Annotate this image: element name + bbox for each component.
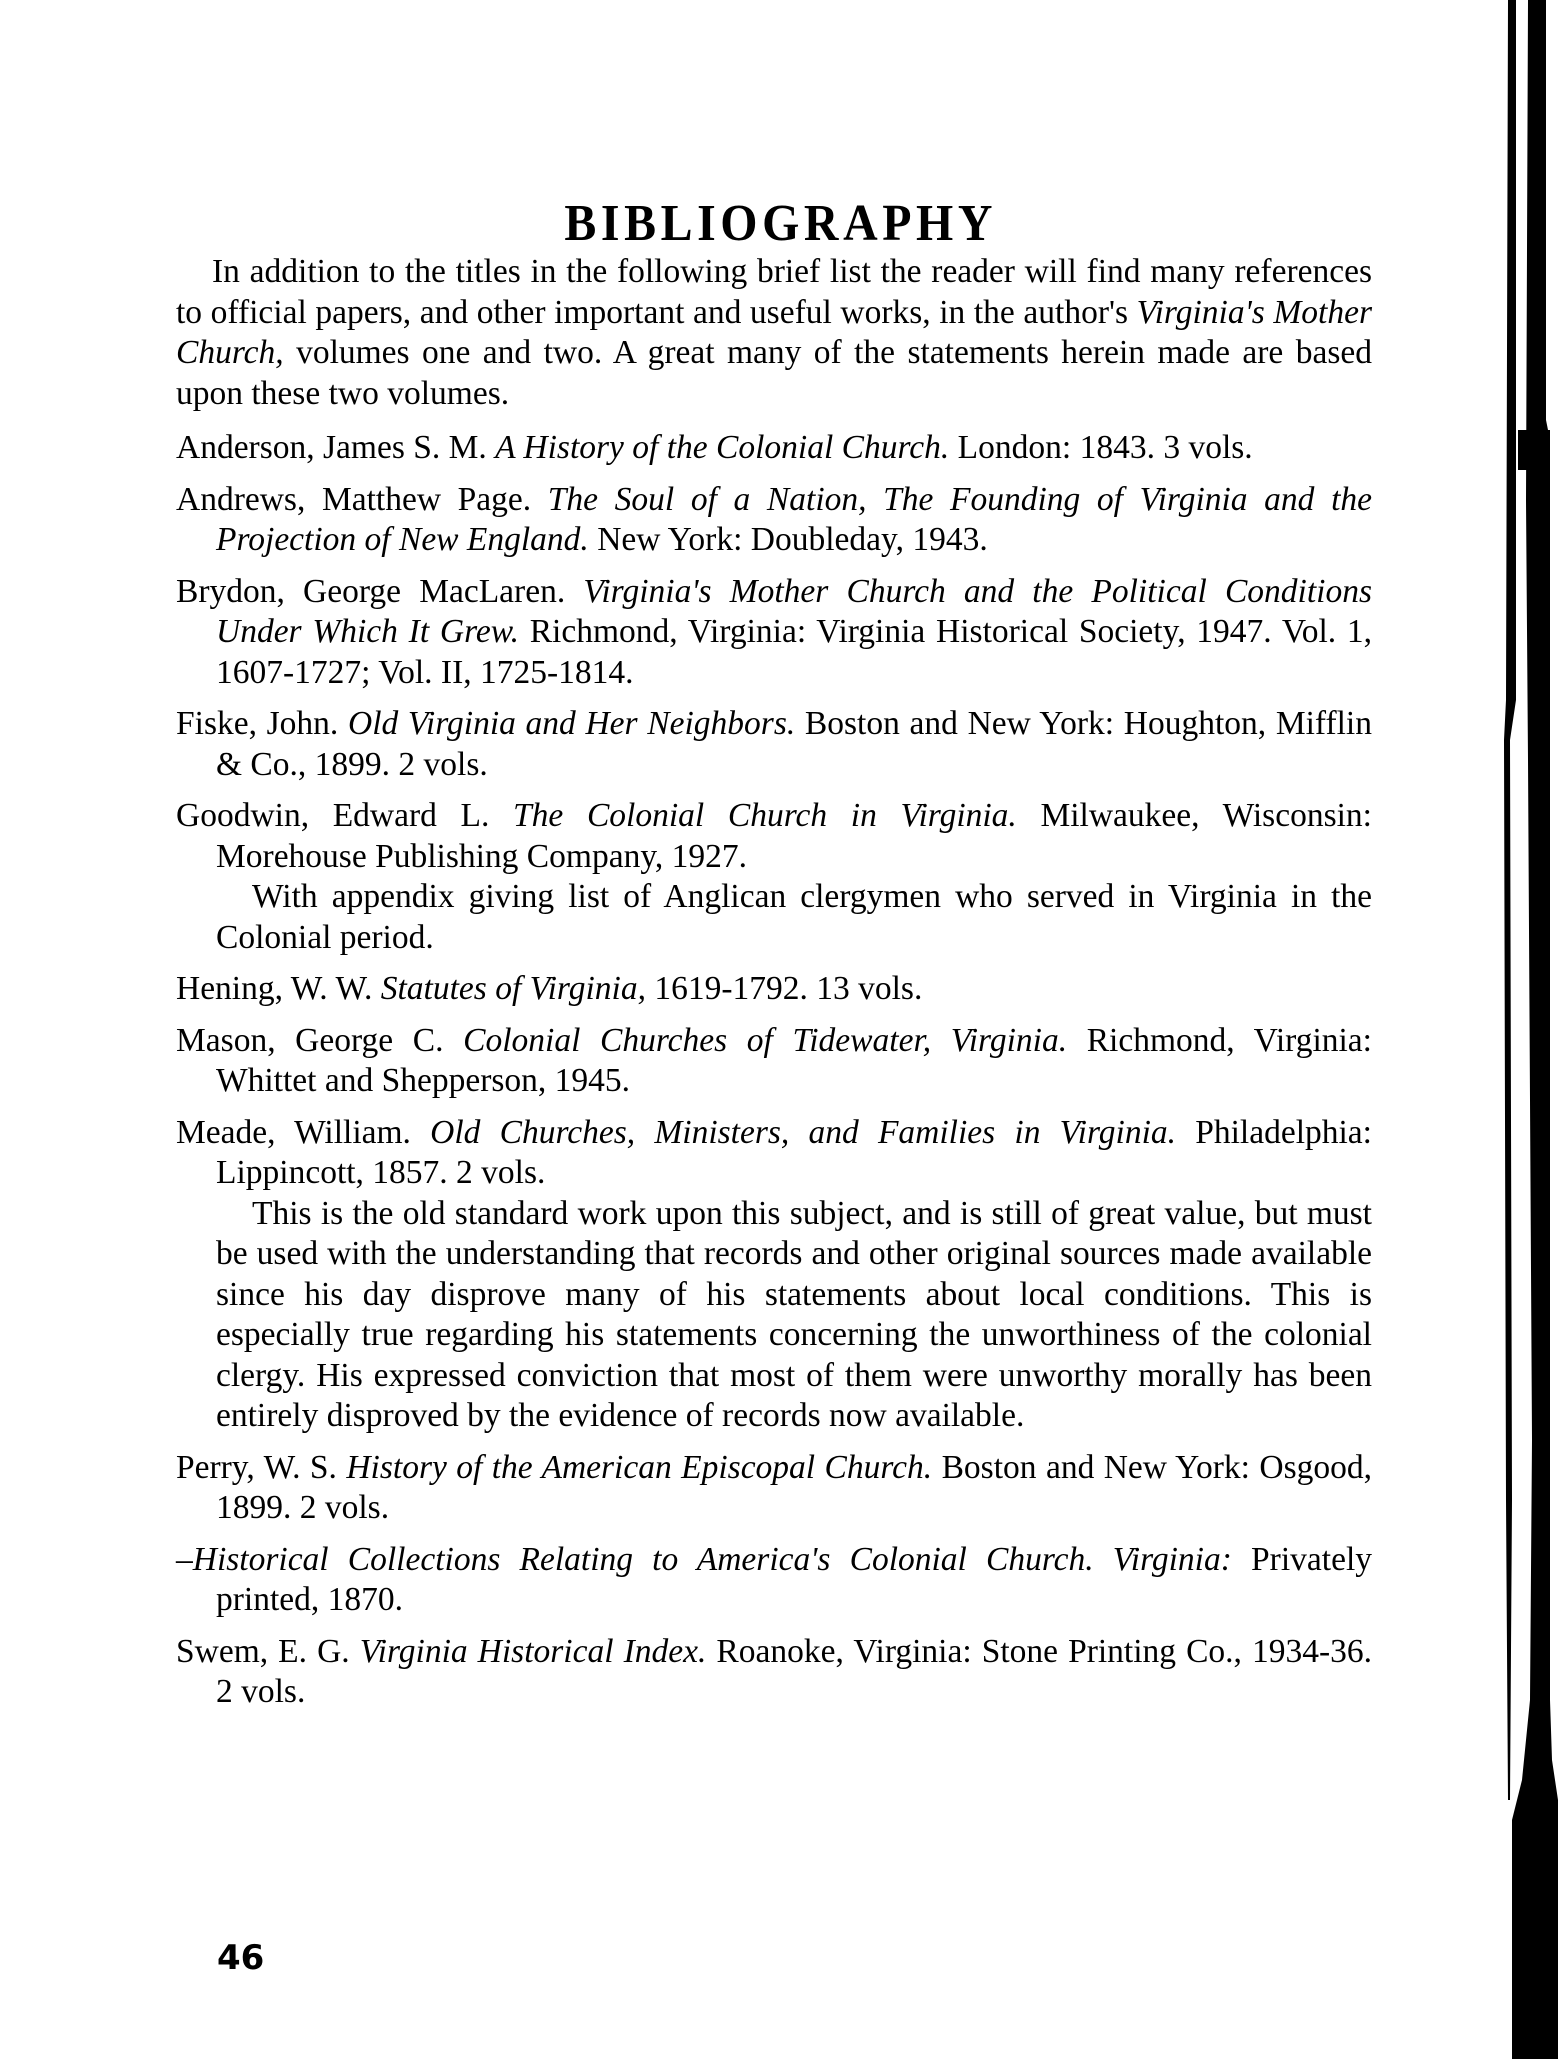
entry-title: Colonial Churches of Tidewater, Virginia.: [463, 1021, 1068, 1059]
entry-title: Virginia's Mother Church and the Political Conditions Under Which It Grew.: [216, 572, 1372, 650]
bibliography-entry: [176, 796, 1372, 958]
intro-text-before: In addition to the titles in the following brief list the reader will find many references to official papers, and other important and useful works, in the author's: [176, 253, 1372, 331]
intro-text-after: volumes one and two. A great many of the statements herein made are based upon these two volumes.: [176, 334, 1372, 412]
entry-title: Old Churches, Ministers, and Families in Virginia.: [430, 1113, 1176, 1151]
bibliography-entry: [176, 480, 1372, 561]
entry-author: Perry, W. S.: [176, 1448, 347, 1486]
bibliography-content: [176, 252, 1372, 1724]
entry-note: This is the old standard work upon this subject, and is still of great value, but must be used with the understanding that records and other original sources made available since his day disprove many of his statements about local conditions. This is especially true regarding his statements concerning the unworthiness of the colonial clergy. His expressed conviction that most of them were unworthy morally has been entirely disproved by the evidence of records now available.: [216, 1194, 1372, 1434]
binding-shadow-inner: [1504, 0, 1516, 1800]
entry-publication: New York: Doubleday, 1943.: [588, 521, 988, 558]
entry-publication: 1619-1792. 13 vols.: [645, 970, 923, 1007]
page-title: BIBLIOGRAPHY: [564, 194, 998, 252]
entry-publication: Milwaukee, Wisconsin: Morehouse Publishing Company, 1927.: [216, 797, 1372, 875]
binding-dark-band: [1518, 430, 1550, 470]
entry-publication: Roanoke, Virginia: Stone Printing Co., 1934-36. 2 vols.: [216, 1632, 1373, 1710]
entry-publication: Richmond, Virginia: Virginia Historical Society, 1947. Vol. 1, 1607-1727; Vol. II, 1725-1814.: [216, 613, 1372, 691]
entry-publication: London: 1843. 3 vols.: [949, 429, 1253, 466]
entry-author: Brydon, George MacLaren.: [176, 572, 584, 610]
entry-publication: Philadelphia: Lippincott, 1857. 2 vols.: [216, 1113, 1372, 1191]
bibliography-entry: [176, 428, 1372, 469]
entry-publication: Privately printed, 1870.: [216, 1540, 1373, 1618]
entry-title: A History of the Colonial Church.: [495, 429, 950, 466]
entry-author: Anderson, James S. M.: [176, 429, 496, 466]
entry-title: Historical Collections Relating to America's Colonial Church. Virginia:: [192, 1540, 1232, 1578]
bibliography-entry: [176, 1632, 1372, 1713]
bibliography-entry: [176, 704, 1372, 785]
intro-paragraph: [176, 252, 1372, 414]
entry-author: Mason, George C.: [176, 1021, 464, 1059]
bibliography-entry: [176, 969, 1372, 1010]
entry-title: Old Virginia and Her Neighbors.: [348, 705, 796, 742]
bibliography-entry: [176, 1021, 1372, 1102]
bibliography-entry: [176, 572, 1372, 694]
bibliography-entry: [176, 1448, 1372, 1529]
entry-title: The Soul of a Nation, The Founding of Virginia and the Projection of New England.: [216, 480, 1372, 558]
entry-author: –: [176, 1540, 193, 1578]
book-binding-edge: [1488, 0, 1558, 2059]
entry-title: Virginia Historical Index.: [359, 1632, 707, 1670]
entry-author: Hening, W. W.: [176, 970, 381, 1007]
bibliography-entry: [176, 1113, 1372, 1437]
entry-title: The Colonial Church in Virginia.: [513, 797, 1017, 834]
bibliography-entry: [176, 1540, 1372, 1621]
entry-author: Swem, E. G.: [176, 1632, 360, 1670]
entry-author: Goodwin, Edward L.: [176, 797, 514, 834]
entry-publication: Boston and New York: Osgood, 1899. 2 vols.: [216, 1448, 1372, 1526]
entry-author: Fiske, John.: [176, 705, 348, 742]
entry-title: History of the American Episcopal Church.: [346, 1448, 933, 1486]
entry-author: Meade, William.: [176, 1113, 431, 1151]
binding-shadow-outer: [1512, 0, 1558, 2059]
bibliography-list: [176, 428, 1372, 1713]
entry-publication: Richmond, Virginia: Whittet and Shepperson, 1945.: [216, 1021, 1372, 1099]
page-number: 46: [217, 1938, 265, 1978]
entry-publication: Boston and New York: Houghton, Mifflin & Co., 1899. 2 vols.: [216, 705, 1372, 783]
entry-title: Statutes of Virginia,: [380, 970, 646, 1007]
entry-note: With appendix giving list of Anglican clergymen who served in Virginia in the Colonial period.: [216, 878, 1372, 956]
entry-author: Andrews, Matthew Page.: [176, 480, 548, 518]
intro-book-title: Virginia's Mother Church,: [176, 293, 1372, 371]
